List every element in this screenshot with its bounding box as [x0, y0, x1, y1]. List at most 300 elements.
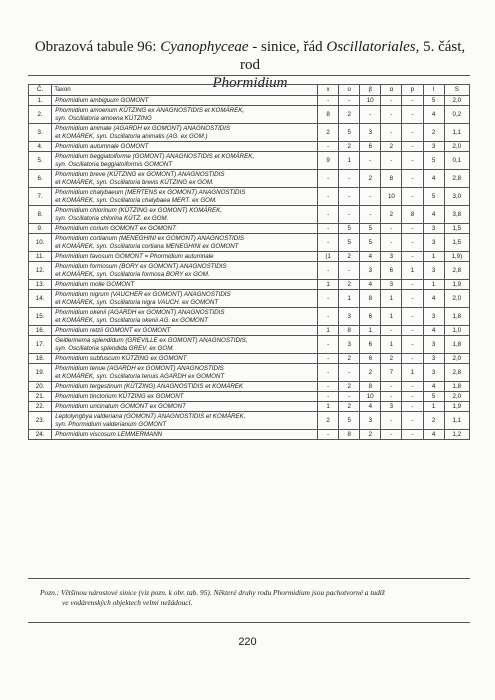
- value-cell-a: -: [381, 382, 402, 392]
- value-cell-s: 2,8: [444, 170, 469, 188]
- title-prefix: Obrazová tabule 96:: [34, 39, 157, 55]
- table-row: [29, 206, 470, 224]
- taxon-line: Phormidium viscosum LEMMERMANN: [55, 430, 163, 438]
- value-cell-o: 5: [339, 234, 360, 252]
- value-cell-x: -: [318, 262, 339, 280]
- value-cell-i: 3: [423, 336, 444, 354]
- value-cell-i: 4: [423, 430, 444, 440]
- table-row: [29, 336, 470, 354]
- table-row: [29, 142, 470, 152]
- taxon-line: Phormidium breve (KÜTZING ex GOMONT) ANAGNOSTIDIS: [55, 171, 225, 179]
- table-row: [29, 188, 470, 206]
- row-number: 1.: [29, 96, 52, 106]
- table-row: [29, 252, 470, 262]
- table-row: [29, 402, 470, 412]
- taxon-line: Phormidium uncinatum GOMONT ex GOMONT: [55, 402, 186, 410]
- value-cell-b: 8: [360, 382, 381, 392]
- taxon-cell: [52, 290, 318, 308]
- row-number: 19.: [29, 364, 52, 382]
- value-cell-i: 2: [423, 124, 444, 142]
- value-cell-a: -: [381, 234, 402, 252]
- value-cell-o: 2: [339, 142, 360, 152]
- table-row: [29, 224, 470, 234]
- taxon-line: Phormidium molle GOMONT: [55, 280, 135, 288]
- value-cell-i: 3: [423, 234, 444, 252]
- value-cell-x: -: [318, 364, 339, 382]
- taxon-cell: [52, 280, 318, 290]
- value-cell-i: 4: [423, 326, 444, 336]
- value-cell-o: 2: [339, 402, 360, 412]
- taxon-line: syn. Oscillatoria chlorina KÜTZ. ex GOM.: [55, 214, 169, 222]
- value-cell-a: 10: [381, 188, 402, 206]
- taxon-line: et KOMÁREK, syn. Oscillatoria cortiana MENEGHINI ex GOMONT: [55, 242, 239, 250]
- value-cell-s: 1,8: [444, 336, 469, 354]
- title-genus: Phormidium: [212, 75, 288, 91]
- row-number: 3.: [29, 124, 52, 142]
- value-cell-s: 2,0: [444, 392, 469, 402]
- taxon-line: Phormidium chalybaeum (MERTENS ex GOMONT) ANAGNOSTIDIS: [55, 189, 246, 197]
- value-cell-s: 1,9: [444, 402, 469, 412]
- taxon-line: Phormidium cortianum (MENEGHINI ex GOMONT) ANAGNOSTIDIS: [55, 235, 245, 243]
- taxon-cell: [52, 206, 318, 224]
- value-cell-p: -: [402, 252, 423, 262]
- value-cell-s: 2,8: [444, 262, 469, 280]
- value-cell-b: -: [360, 206, 381, 224]
- value-cell-x: -: [318, 290, 339, 308]
- value-cell-p: -: [402, 142, 423, 152]
- taxon-cell: [52, 224, 318, 234]
- taxon-cell: [52, 252, 318, 262]
- taxon-line: syn. Oscillatoria splendida GREV. ex GOM.: [55, 344, 175, 352]
- value-cell-i: 4: [423, 290, 444, 308]
- title-line-1: [30, 38, 470, 74]
- row-number: 9.: [29, 224, 52, 234]
- value-cell-x: 8: [318, 106, 339, 124]
- column-header: S: [444, 85, 469, 96]
- taxon-line: Phormidium beggiatoiforme (GOMONT) ANAGNOSTIDIS et KOMÁREK,: [55, 153, 255, 161]
- row-number: 4.: [29, 142, 52, 152]
- taxon-line: Phormidium tergestinum (KÜTZING) ANAGNOSTIDIS et KOMÁREK: [55, 382, 244, 390]
- table-row: [29, 382, 470, 392]
- value-cell-a: -: [381, 224, 402, 234]
- footnote-line-1: Pozn.: Většinou nárostové sinice (viz pozn. k obr. tab. 95). Některé druhy rodu Phormidium jsou pachotvorné a tudíž: [40, 588, 385, 597]
- taxon-line: Phormidium okenii (AGARDH ex GOMONT) ANAGNOSTIDIS: [55, 309, 225, 317]
- value-cell-a: -: [381, 152, 402, 170]
- value-cell-p: -: [402, 124, 423, 142]
- value-cell-a: -: [381, 96, 402, 106]
- value-cell-o: -: [339, 188, 360, 206]
- value-cell-i: 3: [423, 308, 444, 326]
- column-header: p: [402, 85, 423, 96]
- value-cell-p: -: [402, 234, 423, 252]
- taxon-line: et KOMÁREK, syn. Oscillatoria tenuis AGARDH ex GOMONT: [55, 372, 225, 380]
- value-cell-a: -: [381, 430, 402, 440]
- value-cell-b: 10: [360, 96, 381, 106]
- taxon-cell: [52, 188, 318, 206]
- taxon-cell: [52, 402, 318, 412]
- value-cell-i: 4: [423, 170, 444, 188]
- value-cell-o: -: [339, 364, 360, 382]
- row-number: 16.: [29, 326, 52, 336]
- value-cell-x: -: [318, 354, 339, 364]
- value-cell-a: -: [381, 392, 402, 402]
- value-cell-s: 3,8: [444, 206, 469, 224]
- value-cell-a: 2: [381, 354, 402, 364]
- taxon-line: syn. Oscillatoria beggiatoiformis GOMONT: [55, 160, 173, 168]
- value-cell-a: 7: [381, 364, 402, 382]
- value-cell-p: -: [402, 430, 423, 440]
- value-cell-x: 1: [318, 280, 339, 290]
- column-header: β: [360, 85, 381, 96]
- taxon-line: Phormidium corium GOMONT ex GOMONT: [55, 224, 176, 232]
- value-cell-i: 1: [423, 252, 444, 262]
- bottom-rule: [28, 622, 470, 623]
- value-cell-o: 3: [339, 336, 360, 354]
- value-cell-p: -: [402, 170, 423, 188]
- value-cell-i: 3: [423, 354, 444, 364]
- value-cell-s: 2,0: [444, 290, 469, 308]
- value-cell-a: 2: [381, 206, 402, 224]
- value-cell-s: 1,5: [444, 224, 469, 234]
- value-cell-i: 3: [423, 224, 444, 234]
- column-header: α: [381, 85, 402, 96]
- taxon-line: Phormidium tenue (AGARDH ex GOMONT) ANAGNOSTIDIS: [55, 365, 224, 373]
- taxon-line: syn. Phormidium valderianum GOMONT: [55, 420, 167, 428]
- value-cell-p: -: [402, 392, 423, 402]
- value-cell-s: 1,8: [444, 382, 469, 392]
- value-cell-s: 0,2: [444, 106, 469, 124]
- row-number: 8.: [29, 206, 52, 224]
- value-cell-a: 1: [381, 308, 402, 326]
- table-row: [29, 96, 470, 106]
- table-row: [29, 412, 470, 430]
- value-cell-p: -: [402, 382, 423, 392]
- value-cell-b: 3: [360, 262, 381, 280]
- footnote: [40, 588, 460, 608]
- taxon-line: Phormidium subfuscum KÜTZING ex GOMONT: [55, 354, 187, 362]
- value-cell-b: 6: [360, 142, 381, 152]
- table-row: [29, 124, 470, 142]
- taxon-line: et KOMÁREK, syn. Oscillatoria okenii AG. ex GOMONT: [55, 316, 208, 324]
- taxon-cell: [52, 364, 318, 382]
- table-row: [29, 308, 470, 326]
- table-body: [29, 96, 470, 440]
- taxon-line: Phormidium formosum (BORY ex GOMONT) ANAGNOSTIDIS: [55, 263, 227, 271]
- value-cell-x: -: [318, 96, 339, 106]
- value-cell-x: -: [318, 170, 339, 188]
- row-number: 21.: [29, 392, 52, 402]
- column-header: x: [318, 85, 339, 96]
- value-cell-i: 5: [423, 392, 444, 402]
- taxon-line: Phormidium favosum GOMONT = Phormidium autumnale: [55, 252, 214, 260]
- value-cell-s: 3,0: [444, 188, 469, 206]
- row-number: 2.: [29, 106, 52, 124]
- taxon-line: Phormidium chlorinum (KÜTZING ex GOMONT) KOMÁREK,: [55, 207, 222, 215]
- taxon-line: et KOMÁREK, syn. Oscillatoria nigra VAUCH. ex GOMONT: [55, 298, 219, 306]
- value-cell-p: -: [402, 326, 423, 336]
- value-cell-x: -: [318, 382, 339, 392]
- taxon-cell: [52, 262, 318, 280]
- row-number: 12.: [29, 262, 52, 280]
- value-cell-x: -: [318, 234, 339, 252]
- value-cell-o: 8: [339, 430, 360, 440]
- value-cell-i: 5: [423, 188, 444, 206]
- value-cell-b: 3: [360, 124, 381, 142]
- taxon-cell: [52, 354, 318, 364]
- value-cell-p: -: [402, 308, 423, 326]
- page-number: 220: [238, 636, 257, 648]
- taxon-cell: [52, 124, 318, 142]
- value-cell-o: -: [339, 262, 360, 280]
- value-cell-x: -: [318, 430, 339, 440]
- value-cell-i: 2: [423, 412, 444, 430]
- taxon-line: et KOMÁREK, syn. Oscillatoria chalybaea MERT. ex GOM.: [55, 196, 217, 204]
- value-cell-x: (1: [318, 252, 339, 262]
- row-number: 17.: [29, 336, 52, 354]
- value-cell-p: -: [402, 336, 423, 354]
- row-number: 14.: [29, 290, 52, 308]
- taxon-cell: [52, 382, 318, 392]
- table-row: [29, 234, 470, 252]
- table-row: [29, 106, 470, 124]
- value-cell-p: 1: [402, 262, 423, 280]
- value-cell-i: 4: [423, 382, 444, 392]
- value-cell-i: 3: [423, 142, 444, 152]
- taxon-line: et KOMÁREK, syn. Oscillatoria brevis KÜTZING ex GOM.: [55, 178, 214, 186]
- row-number: 10.: [29, 234, 52, 252]
- value-cell-b: 4: [360, 402, 381, 412]
- row-number: 7.: [29, 188, 52, 206]
- table-row: [29, 430, 470, 440]
- value-cell-i: 4: [423, 106, 444, 124]
- taxon-line: Geitlerinema splendidum (GREVILLE ex GOMONT) ANAGNOSTIDIS,: [55, 337, 248, 345]
- value-cell-s: 2,0: [444, 354, 469, 364]
- value-cell-a: 3: [381, 280, 402, 290]
- value-cell-i: 3: [423, 262, 444, 280]
- value-cell-b: 3: [360, 412, 381, 430]
- value-cell-o: 1: [339, 152, 360, 170]
- title-group: Cyanophyceae: [160, 39, 249, 55]
- value-cell-p: -: [402, 224, 423, 234]
- value-cell-o: -: [339, 206, 360, 224]
- value-cell-a: 2: [381, 142, 402, 152]
- table-row: [29, 354, 470, 364]
- value-cell-s: 0,1: [444, 152, 469, 170]
- value-cell-x: -: [318, 142, 339, 152]
- value-cell-o: 5: [339, 124, 360, 142]
- value-cell-x: 2: [318, 124, 339, 142]
- taxon-cell: [52, 392, 318, 402]
- taxon-line: Phormidium autumnale GOMONT: [55, 142, 149, 150]
- value-cell-o: 1: [339, 290, 360, 308]
- value-cell-p: 8: [402, 206, 423, 224]
- taxon-cell: [52, 142, 318, 152]
- taxon-line: et KOMÁREK, syn. Oscillatoria formosa BORY ex GOM.: [55, 270, 210, 278]
- value-cell-b: 8: [360, 290, 381, 308]
- value-cell-a: -: [381, 412, 402, 430]
- column-header: Taxon: [52, 85, 318, 96]
- value-cell-p: -: [402, 354, 423, 364]
- value-cell-s: 1,1: [444, 412, 469, 430]
- taxon-line: et KOMÁREK, syn. Oscillatoria animalis (AG. ex GOM.): [55, 132, 208, 140]
- value-cell-x: -: [318, 224, 339, 234]
- value-cell-o: 2: [339, 106, 360, 124]
- row-number: 6.: [29, 170, 52, 188]
- value-cell-s: 2,8: [444, 364, 469, 382]
- value-cell-i: 3: [423, 364, 444, 382]
- value-cell-s: 1,9: [444, 280, 469, 290]
- value-cell-i: 1: [423, 280, 444, 290]
- title-part: 5. část, rod: [240, 39, 466, 73]
- value-cell-o: -: [339, 170, 360, 188]
- table-row: [29, 326, 470, 336]
- value-cell-o: 5: [339, 412, 360, 430]
- taxon-cell: [52, 152, 318, 170]
- value-cell-b: 10: [360, 392, 381, 402]
- value-cell-p: -: [402, 402, 423, 412]
- table-row: [29, 152, 470, 170]
- value-cell-s: 1,9): [444, 252, 469, 262]
- value-cell-a: 3: [381, 402, 402, 412]
- value-cell-b: -: [360, 188, 381, 206]
- taxon-cell: [52, 412, 318, 430]
- value-cell-x: -: [318, 336, 339, 354]
- value-cell-s: 1,8: [444, 308, 469, 326]
- value-cell-a: 3: [381, 252, 402, 262]
- value-cell-b: 1: [360, 326, 381, 336]
- value-cell-o: 2: [339, 382, 360, 392]
- row-number: 23.: [29, 412, 52, 430]
- value-cell-x: 1: [318, 326, 339, 336]
- value-cell-i: 5: [423, 96, 444, 106]
- value-cell-a: -: [381, 326, 402, 336]
- taxon-line: Phormidium ambiguum GOMONT: [55, 96, 149, 104]
- table-header-row: [29, 85, 470, 96]
- row-number: 13.: [29, 280, 52, 290]
- value-cell-s: 1,5: [444, 234, 469, 252]
- value-cell-a: -: [381, 106, 402, 124]
- row-number: 15.: [29, 308, 52, 326]
- row-number: 24.: [29, 430, 52, 440]
- column-header: Č.: [29, 85, 52, 96]
- value-cell-s: 1,0: [444, 326, 469, 336]
- value-cell-x: 9: [318, 152, 339, 170]
- value-cell-b: -: [360, 152, 381, 170]
- footnote-line-2: ve vodárenských objektech velmi nežádoucí.: [62, 598, 193, 607]
- value-cell-o: 5: [339, 224, 360, 234]
- value-cell-a: -: [381, 124, 402, 142]
- value-cell-p: 1: [402, 364, 423, 382]
- value-cell-p: -: [402, 188, 423, 206]
- value-cell-o: 8: [339, 326, 360, 336]
- value-cell-b: 4: [360, 252, 381, 262]
- value-cell-b: 6: [360, 354, 381, 364]
- taxon-cell: [52, 326, 318, 336]
- taxon-line: Phormidium nigrum (VAUCHER ex GOMONT) ANAGNOSTIDIS: [55, 291, 231, 299]
- row-number: 18.: [29, 354, 52, 364]
- value-cell-b: 6: [360, 336, 381, 354]
- value-cell-i: 4: [423, 206, 444, 224]
- value-cell-x: 1: [318, 402, 339, 412]
- title-sep: - sinice, řád: [248, 39, 327, 55]
- taxon-cell: [52, 234, 318, 252]
- value-cell-b: 2: [360, 170, 381, 188]
- value-cell-b: 4: [360, 280, 381, 290]
- value-cell-p: -: [402, 412, 423, 430]
- value-cell-x: -: [318, 188, 339, 206]
- value-cell-p: -: [402, 152, 423, 170]
- value-cell-s: 1,1: [444, 124, 469, 142]
- saprobity-table: [28, 84, 470, 440]
- row-number: 20.: [29, 382, 52, 392]
- table-row: [29, 392, 470, 402]
- value-cell-s: 2,0: [444, 96, 469, 106]
- taxon-cell: [52, 170, 318, 188]
- table-row: [29, 170, 470, 188]
- taxon-cell: [52, 308, 318, 326]
- value-cell-b: 2: [360, 364, 381, 382]
- value-cell-a: 6: [381, 262, 402, 280]
- value-cell-o: 2: [339, 354, 360, 364]
- value-cell-x: 2: [318, 412, 339, 430]
- value-cell-o: -: [339, 392, 360, 402]
- value-cell-b: 5: [360, 234, 381, 252]
- value-cell-p: -: [402, 96, 423, 106]
- value-cell-p: -: [402, 290, 423, 308]
- value-cell-s: 2,0: [444, 142, 469, 152]
- value-cell-o: -: [339, 96, 360, 106]
- value-cell-x: -: [318, 206, 339, 224]
- row-number: 22.: [29, 402, 52, 412]
- value-cell-o: 3: [339, 308, 360, 326]
- value-cell-x: -: [318, 308, 339, 326]
- taxon-line: syn. Oscillatoria amoena KÜTZING: [55, 114, 152, 122]
- taxon-cell: [52, 336, 318, 354]
- taxon-line: Phormidium retzii GOMONT ex GOMONT: [55, 326, 171, 334]
- value-cell-o: 2: [339, 252, 360, 262]
- value-cell-p: -: [402, 280, 423, 290]
- value-cell-b: 6: [360, 308, 381, 326]
- value-cell-a: 1: [381, 290, 402, 308]
- value-cell-i: 5: [423, 152, 444, 170]
- value-cell-p: -: [402, 106, 423, 124]
- value-cell-b: 2: [360, 430, 381, 440]
- taxon-cell: [52, 430, 318, 440]
- taxon-line: Phormidium amoenum KÜTZING ex ANAGNOSTIDIS et KOMÁREK,: [55, 107, 245, 115]
- column-header: I: [423, 85, 444, 96]
- value-cell-s: 1,2: [444, 430, 469, 440]
- mid-rule: [28, 578, 470, 579]
- value-cell-a: 1: [381, 336, 402, 354]
- row-number: 11.: [29, 252, 52, 262]
- title-order: Oscillatoriales,: [326, 39, 420, 55]
- value-cell-i: 1: [423, 402, 444, 412]
- value-cell-b: -: [360, 106, 381, 124]
- taxon-cell: [52, 96, 318, 106]
- table-row: [29, 364, 470, 382]
- taxon-line: Phormidium animale (AGARDH ex GOMONT) ANAGNOSTIDIS: [55, 125, 230, 133]
- value-cell-o: 2: [339, 280, 360, 290]
- table-row: [29, 280, 470, 290]
- table-row: [29, 262, 470, 280]
- top-rule: [28, 75, 470, 76]
- table-row: [29, 290, 470, 308]
- value-cell-b: 5: [360, 224, 381, 234]
- row-number: 5.: [29, 152, 52, 170]
- column-header: o: [339, 85, 360, 96]
- value-cell-x: -: [318, 392, 339, 402]
- taxon-line: Leptolyngbya valderiana (GOMONT) ANAGNOSTIDIS et KOMÁREK,: [55, 413, 246, 421]
